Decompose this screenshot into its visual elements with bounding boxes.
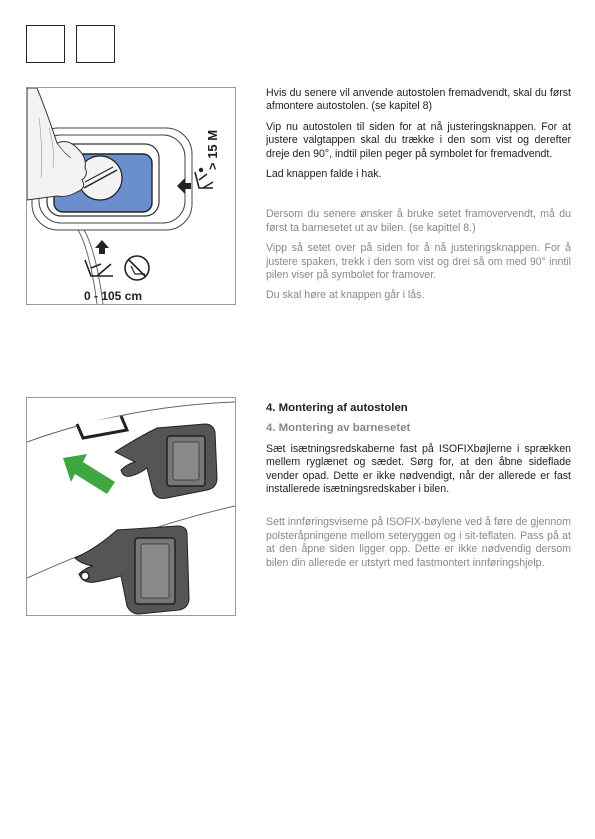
weight-label: > 15 M xyxy=(205,129,220,170)
corner-box-left xyxy=(26,25,65,63)
heading-da: 4. Montering af autostolen xyxy=(266,402,408,414)
heading-no: 4. Montering av barnesetet xyxy=(266,422,411,435)
section1-text xyxy=(266,87,571,310)
range-label: 0 - 105 cm xyxy=(84,289,143,303)
figure-isofix-guides xyxy=(26,397,236,616)
no-seat-icon xyxy=(125,256,149,280)
isofix-illustration xyxy=(27,398,235,615)
figure-adjustment-knob xyxy=(26,87,236,305)
isofix-guide-upper xyxy=(115,424,217,498)
knob-illustration xyxy=(27,88,235,304)
no-paragraph-isofix: Sett innføringsviserne på ISOFIX-bøylene ved å føre de gjennom polsteråpningene mellom seteryggen og i sit-teflaten. Pass på at at den åpne siden ligger opp. Dette er ikke nødvendig dersom bilen din allerede er utstyrt med fastmontert innføringshjelp. xyxy=(266,516,572,569)
da-paragraph-2: Vip nu autostolen til siden for at nå justeringsknappen. For at justere valgtappen skal du trække i den som vist og derefter dreje den 90°, indtil pilen peger på symbolet for fremadvendt. xyxy=(266,120,571,160)
no-paragraph-3: Du skal høre at knappen går i lås. xyxy=(266,289,425,302)
no-paragraph-1: Dersom du senere ønsker å bruke setet framovervendt, må du først ta barnesetet ut av bilen. (se kapittel 8.) xyxy=(266,208,571,234)
da-paragraph-3: Lad knappen falde i hak. xyxy=(266,168,382,181)
da-paragraph-1: Hvis du senere vil anvende autostolen fremadvendt, skal du først afmontere autostolen. (se kapitel 8) xyxy=(266,87,571,113)
corner-box-right xyxy=(76,25,115,63)
rear-seat-icon xyxy=(85,240,113,276)
insert-arrow-icon xyxy=(63,454,115,494)
section2-text xyxy=(266,402,571,577)
da-paragraph-isofix: Sæt isætningsredskaberne fast på ISOFIXbøjlerne i sprækken mellem ryglænet og sædet. Sørg for, at den åbne sideflade vender opad. Dette er ikke nødvendigt, når der allerede er fast installerede isætningsredskaber i bilen. xyxy=(266,442,571,496)
no-paragraph-2: Vipp så setet over på siden for å nå justeringsknappen. For å justere spaken, trekk i den som vist og drei så om med 90° inntil pilen viser på symbolet for framover. xyxy=(266,242,571,282)
isofix-guide-lower xyxy=(75,526,189,614)
